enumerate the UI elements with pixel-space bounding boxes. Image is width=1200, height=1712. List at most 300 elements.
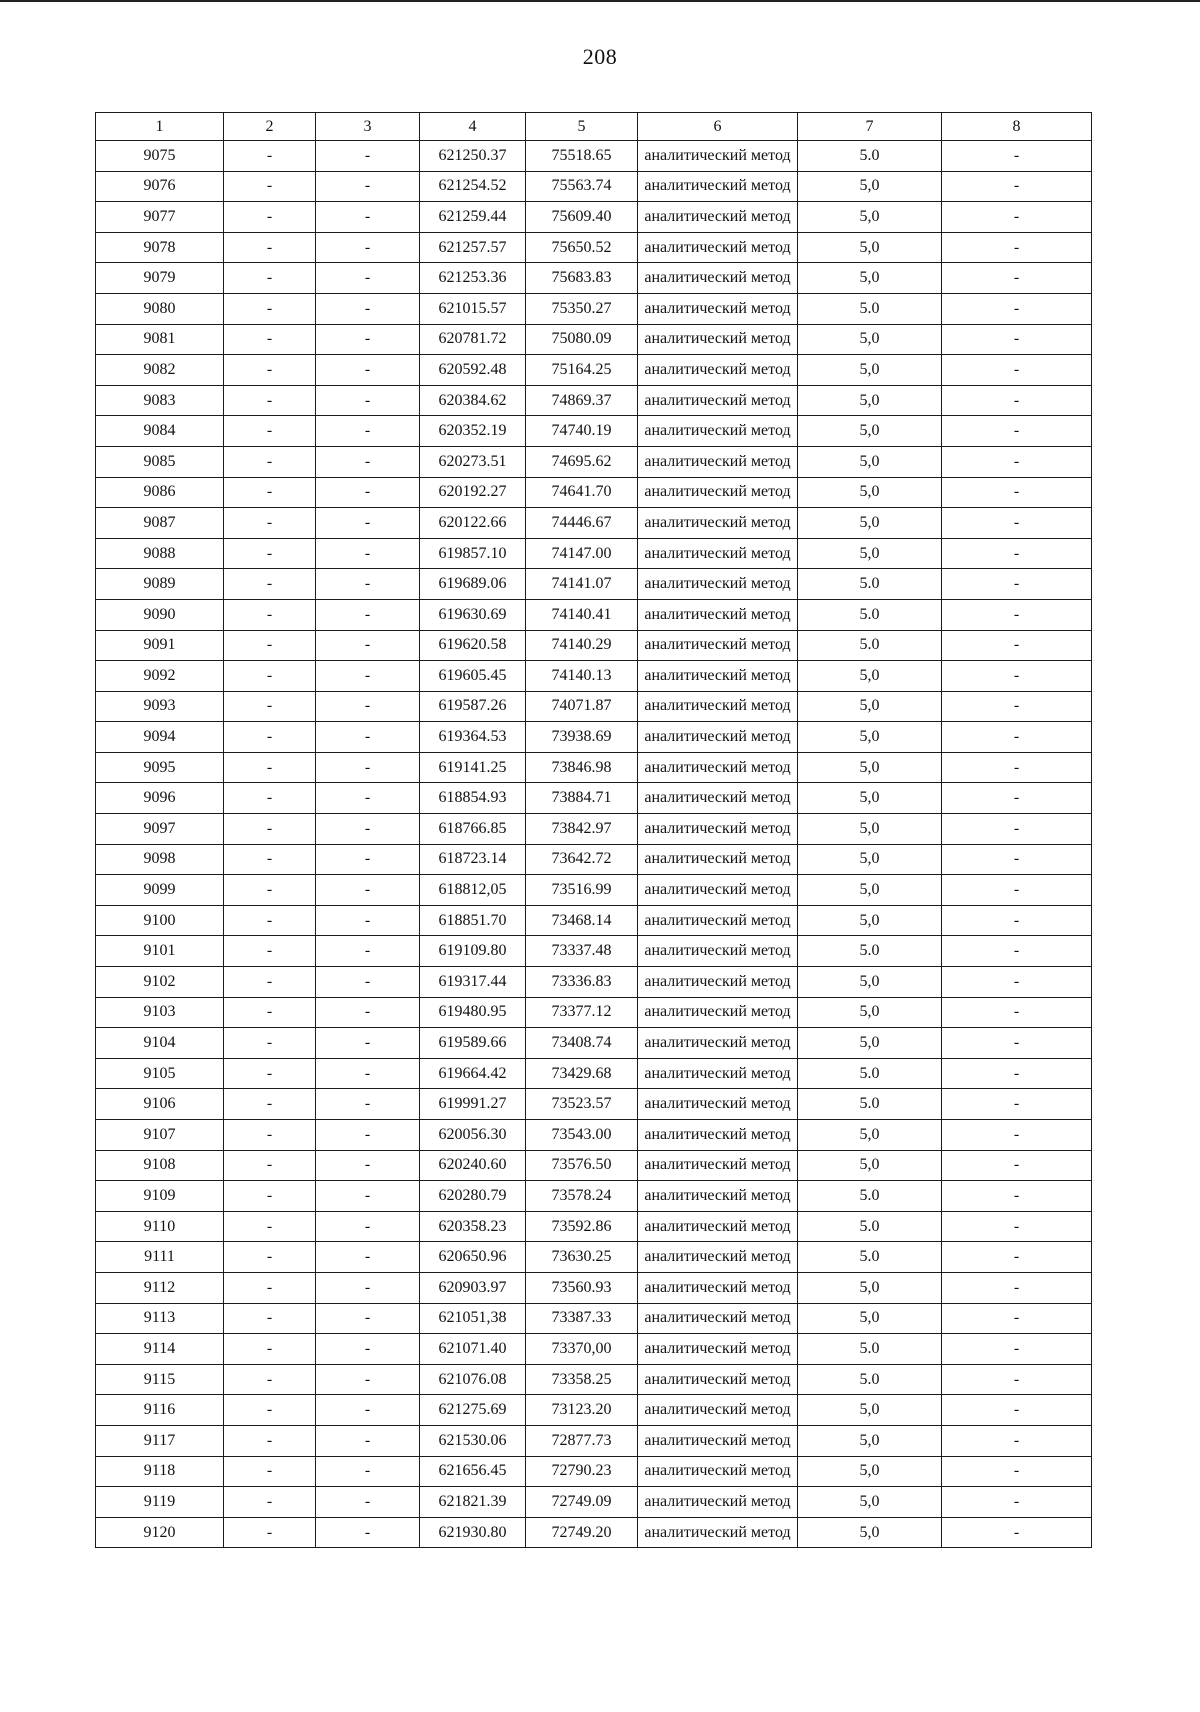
table-row [96,1242,1092,1273]
method-cell: аналитический метод [638,1303,798,1334]
table-row [96,997,1092,1028]
y-coordinate-cell: 74071.87 [526,691,638,722]
col8-cell: - [942,661,1092,692]
y-coordinate-cell: 73576.50 [526,1150,638,1181]
col8-cell: - [942,416,1092,447]
col8-cell: - [942,141,1092,172]
table-row [96,936,1092,967]
accuracy-cell: 5,0 [798,355,942,386]
point-number-cell: 9120 [96,1517,224,1548]
y-coordinate-cell: 73578.24 [526,1181,638,1212]
column-header: 2 [224,113,316,141]
col3-cell: - [316,232,420,263]
y-coordinate-cell: 73642.72 [526,844,638,875]
point-number-cell: 9116 [96,1395,224,1426]
table-row [96,416,1092,447]
y-coordinate-cell: 72790.23 [526,1456,638,1487]
accuracy-cell: 5,0 [798,1150,942,1181]
method-cell: аналитический метод [638,477,798,508]
method-cell: аналитический метод [638,293,798,324]
accuracy-cell: 5,0 [798,202,942,233]
x-coordinate-cell: 620056.30 [420,1120,526,1151]
y-coordinate-cell: 72749.09 [526,1487,638,1518]
x-coordinate-cell: 621275.69 [420,1395,526,1426]
col2-cell: - [224,324,316,355]
x-coordinate-cell: 618723.14 [420,844,526,875]
y-coordinate-cell: 73336.83 [526,967,638,998]
accuracy-cell: 5.0 [798,1181,942,1212]
y-coordinate-cell: 74141.07 [526,569,638,600]
y-coordinate-cell: 74147.00 [526,538,638,569]
point-number-cell: 9080 [96,293,224,324]
accuracy-cell: 5,0 [798,1120,942,1151]
col2-cell: - [224,1211,316,1242]
accuracy-cell: 5,0 [798,814,942,845]
table-row [96,1089,1092,1120]
method-cell: аналитический метод [638,1487,798,1518]
column-header: 1 [96,113,224,141]
table-row [96,1303,1092,1334]
table-row [96,691,1092,722]
table-row [96,446,1092,477]
accuracy-cell: 5,0 [798,1487,942,1518]
point-number-cell: 9094 [96,722,224,753]
col2-cell: - [224,385,316,416]
x-coordinate-cell: 619689.06 [420,569,526,600]
table-row [96,1364,1092,1395]
col3-cell: - [316,936,420,967]
method-cell: аналитический метод [638,905,798,936]
method-cell: аналитический метод [638,814,798,845]
col3-cell: - [316,1395,420,1426]
y-coordinate-cell: 73560.93 [526,1272,638,1303]
method-cell: аналитический метод [638,1181,798,1212]
table-row [96,1028,1092,1059]
col8-cell: - [942,1150,1092,1181]
x-coordinate-cell: 619364.53 [420,722,526,753]
col8-cell: - [942,477,1092,508]
col8-cell: - [942,814,1092,845]
point-number-cell: 9105 [96,1058,224,1089]
col3-cell: - [316,477,420,508]
x-coordinate-cell: 621257.57 [420,232,526,263]
col2-cell: - [224,446,316,477]
table-row [96,814,1092,845]
col2-cell: - [224,844,316,875]
method-cell: аналитический метод [638,844,798,875]
col2-cell: - [224,263,316,294]
column-header: 4 [420,113,526,141]
accuracy-cell: 5,0 [798,1425,942,1456]
col3-cell: - [316,1425,420,1456]
col8-cell: - [942,1395,1092,1426]
y-coordinate-cell: 74140.29 [526,630,638,661]
table-row [96,508,1092,539]
col2-cell: - [224,1120,316,1151]
accuracy-cell: 5,0 [798,232,942,263]
y-coordinate-cell: 75080.09 [526,324,638,355]
col3-cell: - [316,661,420,692]
col3-cell: - [316,844,420,875]
col8-cell: - [942,1028,1092,1059]
point-number-cell: 9087 [96,508,224,539]
x-coordinate-cell: 620650.96 [420,1242,526,1273]
point-number-cell: 9106 [96,1089,224,1120]
y-coordinate-cell: 75518.65 [526,141,638,172]
y-coordinate-cell: 75609.40 [526,202,638,233]
col2-cell: - [224,1272,316,1303]
x-coordinate-cell: 619664.42 [420,1058,526,1089]
point-number-cell: 9088 [96,538,224,569]
y-coordinate-cell: 74140.41 [526,599,638,630]
point-number-cell: 9103 [96,997,224,1028]
method-cell: аналитический метод [638,599,798,630]
point-number-cell: 9114 [96,1334,224,1365]
y-coordinate-cell: 73408.74 [526,1028,638,1059]
table-row [96,171,1092,202]
point-number-cell: 9101 [96,936,224,967]
col2-cell: - [224,691,316,722]
method-cell: аналитический метод [638,967,798,998]
x-coordinate-cell: 621254.52 [420,171,526,202]
method-cell: аналитический метод [638,416,798,447]
x-coordinate-cell: 621076.08 [420,1364,526,1395]
point-number-cell: 9104 [96,1028,224,1059]
col8-cell: - [942,538,1092,569]
y-coordinate-cell: 73337.48 [526,936,638,967]
col3-cell: - [316,538,420,569]
y-coordinate-cell: 73592.86 [526,1211,638,1242]
table-row [96,293,1092,324]
x-coordinate-cell: 621015.57 [420,293,526,324]
col3-cell: - [316,141,420,172]
col2-cell: - [224,905,316,936]
table-row [96,1120,1092,1151]
x-coordinate-cell: 620280.79 [420,1181,526,1212]
table-header-row [96,113,1092,141]
col2-cell: - [224,171,316,202]
x-coordinate-cell: 621051,38 [420,1303,526,1334]
method-cell: аналитический метод [638,1456,798,1487]
accuracy-cell: 5,0 [798,997,942,1028]
col3-cell: - [316,508,420,539]
col8-cell: - [942,1456,1092,1487]
col3-cell: - [316,569,420,600]
col2-cell: - [224,661,316,692]
y-coordinate-cell: 73516.99 [526,875,638,906]
col3-cell: - [316,1058,420,1089]
accuracy-cell: 5,0 [798,324,942,355]
col3-cell: - [316,875,420,906]
table-row [96,722,1092,753]
col2-cell: - [224,783,316,814]
table-row [96,202,1092,233]
accuracy-cell: 5.0 [798,1211,942,1242]
y-coordinate-cell: 73523.57 [526,1089,638,1120]
table-row [96,355,1092,386]
col8-cell: - [942,722,1092,753]
accuracy-cell: 5,0 [798,508,942,539]
accuracy-cell: 5,0 [798,1028,942,1059]
point-number-cell: 9081 [96,324,224,355]
col2-cell: - [224,1487,316,1518]
col8-cell: - [942,630,1092,661]
col3-cell: - [316,814,420,845]
table-row [96,385,1092,416]
col3-cell: - [316,1364,420,1395]
col2-cell: - [224,752,316,783]
y-coordinate-cell: 74140.13 [526,661,638,692]
table-row [96,1058,1092,1089]
col3-cell: - [316,1334,420,1365]
x-coordinate-cell: 620273.51 [420,446,526,477]
x-coordinate-cell: 618851.70 [420,905,526,936]
col8-cell: - [942,936,1092,967]
method-cell: аналитический метод [638,508,798,539]
y-coordinate-cell: 73543.00 [526,1120,638,1151]
table-row [96,1395,1092,1426]
col2-cell: - [224,967,316,998]
col8-cell: - [942,1487,1092,1518]
accuracy-cell: 5,0 [798,446,942,477]
point-number-cell: 9097 [96,814,224,845]
point-number-cell: 9083 [96,385,224,416]
col8-cell: - [942,232,1092,263]
method-cell: аналитический метод [638,446,798,477]
table-row [96,1211,1092,1242]
point-number-cell: 9092 [96,661,224,692]
x-coordinate-cell: 620592.48 [420,355,526,386]
accuracy-cell: 5,0 [798,844,942,875]
col2-cell: - [224,1517,316,1548]
method-cell: аналитический метод [638,355,798,386]
col2-cell: - [224,1150,316,1181]
col2-cell: - [224,997,316,1028]
x-coordinate-cell: 621530.06 [420,1425,526,1456]
col8-cell: - [942,1517,1092,1548]
point-number-cell: 9086 [96,477,224,508]
column-header: 3 [316,113,420,141]
accuracy-cell: 5.0 [798,1364,942,1395]
x-coordinate-cell: 620781.72 [420,324,526,355]
method-cell: аналитический метод [638,630,798,661]
col8-cell: - [942,324,1092,355]
col3-cell: - [316,1456,420,1487]
method-cell: аналитический метод [638,661,798,692]
col2-cell: - [224,508,316,539]
method-cell: аналитический метод [638,936,798,967]
table-body [96,141,1092,1548]
col8-cell: - [942,1211,1092,1242]
table-row [96,783,1092,814]
accuracy-cell: 5.0 [798,1089,942,1120]
y-coordinate-cell: 73842.97 [526,814,638,845]
col8-cell: - [942,1120,1092,1151]
accuracy-cell: 5,0 [798,752,942,783]
point-number-cell: 9085 [96,446,224,477]
x-coordinate-cell: 621656.45 [420,1456,526,1487]
table-row [96,905,1092,936]
col2-cell: - [224,1028,316,1059]
accuracy-cell: 5.0 [798,936,942,967]
table-row [96,599,1092,630]
coordinates-table-container [95,112,1091,1548]
col3-cell: - [316,1487,420,1518]
table-row [96,967,1092,998]
col3-cell: - [316,783,420,814]
table-row [96,630,1092,661]
x-coordinate-cell: 621259.44 [420,202,526,233]
x-coordinate-cell: 619480.95 [420,997,526,1028]
col8-cell: - [942,293,1092,324]
table-row [96,1517,1092,1548]
point-number-cell: 9078 [96,232,224,263]
col2-cell: - [224,416,316,447]
col2-cell: - [224,1364,316,1395]
y-coordinate-cell: 74446.67 [526,508,638,539]
col2-cell: - [224,477,316,508]
point-number-cell: 9100 [96,905,224,936]
point-number-cell: 9115 [96,1364,224,1395]
method-cell: аналитический метод [638,202,798,233]
col3-cell: - [316,997,420,1028]
col8-cell: - [942,1425,1092,1456]
x-coordinate-cell: 619630.69 [420,599,526,630]
method-cell: аналитический метод [638,324,798,355]
accuracy-cell: 5,0 [798,1272,942,1303]
accuracy-cell: 5.0 [798,141,942,172]
col2-cell: - [224,1425,316,1456]
col8-cell: - [942,1242,1092,1273]
point-number-cell: 9075 [96,141,224,172]
accuracy-cell: 5,0 [798,967,942,998]
col3-cell: - [316,967,420,998]
page-top-edge [0,0,1200,2]
method-cell: аналитический метод [638,1028,798,1059]
col2-cell: - [224,1181,316,1212]
method-cell: аналитический метод [638,1211,798,1242]
col3-cell: - [316,1272,420,1303]
accuracy-cell: 5,0 [798,416,942,447]
col8-cell: - [942,875,1092,906]
point-number-cell: 9098 [96,844,224,875]
point-number-cell: 9108 [96,1150,224,1181]
table-row [96,661,1092,692]
col2-cell: - [224,1089,316,1120]
col8-cell: - [942,783,1092,814]
col3-cell: - [316,416,420,447]
method-cell: аналитический метод [638,997,798,1028]
col3-cell: - [316,385,420,416]
col2-cell: - [224,355,316,386]
table-row [96,752,1092,783]
x-coordinate-cell: 620352.19 [420,416,526,447]
col3-cell: - [316,324,420,355]
col3-cell: - [316,171,420,202]
y-coordinate-cell: 73846.98 [526,752,638,783]
y-coordinate-cell: 75683.83 [526,263,638,294]
x-coordinate-cell: 619857.10 [420,538,526,569]
method-cell: аналитический метод [638,1395,798,1426]
point-number-cell: 9079 [96,263,224,294]
point-number-cell: 9118 [96,1456,224,1487]
col3-cell: - [316,1303,420,1334]
table-row [96,569,1092,600]
y-coordinate-cell: 73429.68 [526,1058,638,1089]
accuracy-cell: 5.0 [798,293,942,324]
point-number-cell: 9076 [96,171,224,202]
page-number: 208 [582,44,618,69]
x-coordinate-cell: 620240.60 [420,1150,526,1181]
col8-cell: - [942,691,1092,722]
column-header: 6 [638,113,798,141]
accuracy-cell: 5,0 [798,263,942,294]
y-coordinate-cell: 75650.52 [526,232,638,263]
col3-cell: - [316,1120,420,1151]
method-cell: аналитический метод [638,722,798,753]
y-coordinate-cell: 74869.37 [526,385,638,416]
col8-cell: - [942,752,1092,783]
col8-cell: - [942,905,1092,936]
y-coordinate-cell: 75350.27 [526,293,638,324]
col8-cell: - [942,1334,1092,1365]
method-cell: аналитический метод [638,385,798,416]
x-coordinate-cell: 619605.45 [420,661,526,692]
col8-cell: - [942,263,1092,294]
table-row [96,1425,1092,1456]
method-cell: аналитический метод [638,1517,798,1548]
col8-cell: - [942,1272,1092,1303]
col2-cell: - [224,875,316,906]
x-coordinate-cell: 619587.26 [420,691,526,722]
col3-cell: - [316,1211,420,1242]
x-coordinate-cell: 620192.27 [420,477,526,508]
column-header: 8 [942,113,1092,141]
col8-cell: - [942,355,1092,386]
col8-cell: - [942,1303,1092,1334]
point-number-cell: 9117 [96,1425,224,1456]
y-coordinate-cell: 73468.14 [526,905,638,936]
col3-cell: - [316,722,420,753]
col3-cell: - [316,905,420,936]
table-row [96,1150,1092,1181]
col3-cell: - [316,1181,420,1212]
method-cell: аналитический метод [638,141,798,172]
col3-cell: - [316,599,420,630]
table-row [96,844,1092,875]
y-coordinate-cell: 72749.20 [526,1517,638,1548]
accuracy-cell: 5,0 [798,691,942,722]
method-cell: аналитический метод [638,1364,798,1395]
col2-cell: - [224,1334,316,1365]
col3-cell: - [316,446,420,477]
y-coordinate-cell: 73884.71 [526,783,638,814]
x-coordinate-cell: 620122.66 [420,508,526,539]
point-number-cell: 9084 [96,416,224,447]
coordinates-table [95,112,1092,1548]
point-number-cell: 9102 [96,967,224,998]
col8-cell: - [942,446,1092,477]
x-coordinate-cell: 619589.66 [420,1028,526,1059]
accuracy-cell: 5.0 [798,1334,942,1365]
x-coordinate-cell: 619109.80 [420,936,526,967]
point-number-cell: 9110 [96,1211,224,1242]
point-number-cell: 9090 [96,599,224,630]
point-number-cell: 9119 [96,1487,224,1518]
col8-cell: - [942,569,1092,600]
accuracy-cell: 5,0 [798,722,942,753]
x-coordinate-cell: 619317.44 [420,967,526,998]
